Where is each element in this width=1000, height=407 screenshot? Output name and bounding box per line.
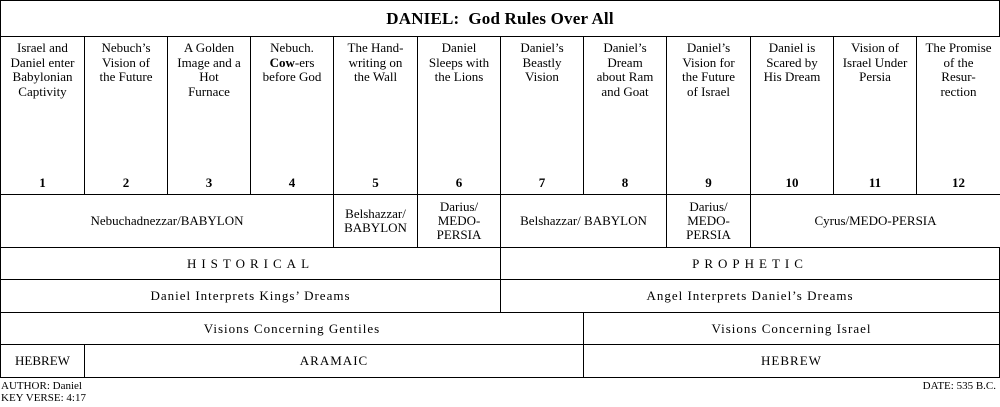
chapter-number: 2: [122, 175, 130, 190]
chapter-5-box: [333, 36, 418, 195]
chapter-number: 11: [868, 175, 882, 190]
chapter-summary-line: and Goat: [601, 83, 649, 99]
chapter-summary: [917, 41, 1000, 99]
cow-emphasis: Cow: [269, 54, 295, 70]
chapter-8-box: [583, 36, 667, 195]
chapter-summary-line: Daniel: [441, 40, 477, 55]
chapter-summary-line: Vision for: [682, 54, 735, 70]
chapter-summary: [251, 41, 333, 85]
chapter-number: 1: [39, 175, 46, 190]
chapter-summary-line: writing on: [348, 54, 403, 70]
kings-dreams-label: Daniel Interprets Kings’ Dreams: [0, 279, 501, 313]
chapter-summary-line: Beastly: [522, 54, 562, 70]
chapter-3-box: [167, 36, 251, 195]
chapter-summary-line: rection: [940, 83, 977, 99]
chapter-summary-line: the Future: [681, 69, 736, 84]
chapter-summary-line: about Ram: [596, 69, 654, 84]
chapter-summary-line: Sleeps with: [428, 54, 490, 70]
historical-label: HISTORICAL: [0, 247, 501, 280]
israel-label: Visions Concerning Israel: [583, 312, 1000, 345]
chapter-summary-line: Nebuch’s: [101, 40, 151, 55]
chapter-10-box: [750, 36, 834, 195]
chapter-summary-line: Vision of: [102, 54, 150, 70]
chapter-number: 6: [455, 175, 463, 190]
chapter-summary-line: Israel and: [17, 40, 68, 55]
chapter-number: 8: [621, 175, 629, 190]
ruler-5-box: Darius/ MEDO-PERSIA: [666, 194, 751, 248]
chapter-number: 12: [952, 175, 965, 190]
chapter-number: 10: [785, 175, 799, 190]
chapter-summary: [168, 41, 250, 99]
chapter-summary: [85, 41, 167, 85]
chapter-summary-line: the Lions: [434, 69, 484, 84]
title-main: DANIEL:: [386, 8, 460, 28]
chapter-summary-line: Vision: [525, 69, 559, 84]
chapter-summary-line: Furnace: [188, 83, 230, 99]
chapter-summary-line: Daniel enter: [10, 54, 75, 70]
angel-label: Angel Interprets Daniel’s Dreams: [500, 279, 1000, 313]
chart-title: [0, 0, 1000, 37]
chapter-12-box: [916, 36, 1000, 195]
chapter-summary: [501, 41, 583, 85]
chapter-summary-line: His Dream: [763, 69, 821, 84]
chapter-summary-line: The Promise: [925, 40, 992, 55]
chapter-summary: [1, 41, 84, 99]
ruler-2-box: Belshazzar/ BABYLON: [333, 194, 418, 248]
chapter-summary-line: of the: [943, 54, 974, 70]
chapter-summary: [418, 41, 500, 85]
chapter-summary-line: Resur-: [941, 69, 976, 84]
key-verse-text: KEY VERSE: 4:17: [1, 392, 86, 404]
chapter-summary-line: Daniel’s: [603, 40, 647, 55]
chapter-9-box: [666, 36, 751, 195]
chapter-summary-line: the Wall: [353, 69, 398, 84]
chapter-summary-line: Captivity: [18, 83, 67, 99]
chapter-summary-line: Israel Under: [842, 54, 908, 70]
ruler-3-box: Darius/ MEDO-PERSIA: [417, 194, 501, 248]
author-text: AUTHOR: Daniel: [1, 380, 82, 392]
hebrew-label-2: HEBREW: [583, 344, 1000, 378]
chapter-summary-line: Image and a: [177, 54, 241, 70]
prophetic-label: PROPHETIC: [500, 247, 1000, 280]
chapter-summary-line: Cow-ers: [269, 54, 315, 70]
chapter-summary-line: Daniel’s: [686, 40, 731, 55]
chapter-summary: [834, 41, 916, 85]
chapter-number: 9: [705, 175, 712, 190]
chapter-number: 7: [538, 175, 546, 190]
chapter-7-box: [500, 36, 584, 195]
chapter-summary-line: before God: [262, 69, 322, 84]
chapter-summary-line: Hot: [199, 69, 219, 84]
aramaic-label: ARAMAIC: [84, 344, 584, 378]
chapter-summary-line: of Israel: [687, 83, 730, 99]
ruler-4-box: Belshazzar/ BABYLON: [500, 194, 667, 248]
chapter-summary: [584, 41, 666, 99]
chapter-summary: [667, 41, 750, 99]
chapter-summary-line: Dream: [607, 54, 643, 70]
ruler-6-box: Cyrus/MEDO-PERSIA: [750, 194, 1000, 248]
chapter-6-box: [417, 36, 501, 195]
chapter-1-box: [0, 36, 85, 195]
chapter-summary-line: A Golden: [183, 40, 235, 55]
date-text: DATE: 535 B.C.: [922, 380, 996, 392]
chapter-summary-line: Daniel’s: [520, 40, 564, 55]
chapter-11-box: [833, 36, 917, 195]
chapter-number: 5: [372, 175, 379, 190]
chapter-summary-line: The Hand-: [347, 40, 404, 55]
chapter-number: 3: [205, 175, 213, 190]
title-subtitle: God Rules Over All: [468, 8, 614, 28]
ruler-1-box: Nebuchadnezzar/BABYLON: [0, 194, 334, 248]
chapter-summary-line: Nebuch.: [270, 40, 314, 55]
hebrew-label-1: HEBREW: [0, 344, 85, 378]
chapter-2-box: [84, 36, 168, 195]
chapter-number: 4: [288, 175, 296, 190]
chapter-summary-line: Scared by: [766, 54, 818, 70]
chapter-summary-line: the Future: [99, 69, 153, 84]
chapter-summary-line: Vision of: [851, 40, 899, 55]
chapter-4-box: [250, 36, 334, 195]
chapter-summary: [334, 41, 417, 85]
chapter-summary-line: Daniel is: [768, 40, 816, 55]
gentiles-label: Visions Concerning Gentiles: [0, 312, 584, 345]
chapter-summary-line: Persia: [859, 69, 891, 84]
chapter-summary: [751, 41, 833, 85]
chapter-summary-line: Babylonian: [12, 69, 73, 84]
